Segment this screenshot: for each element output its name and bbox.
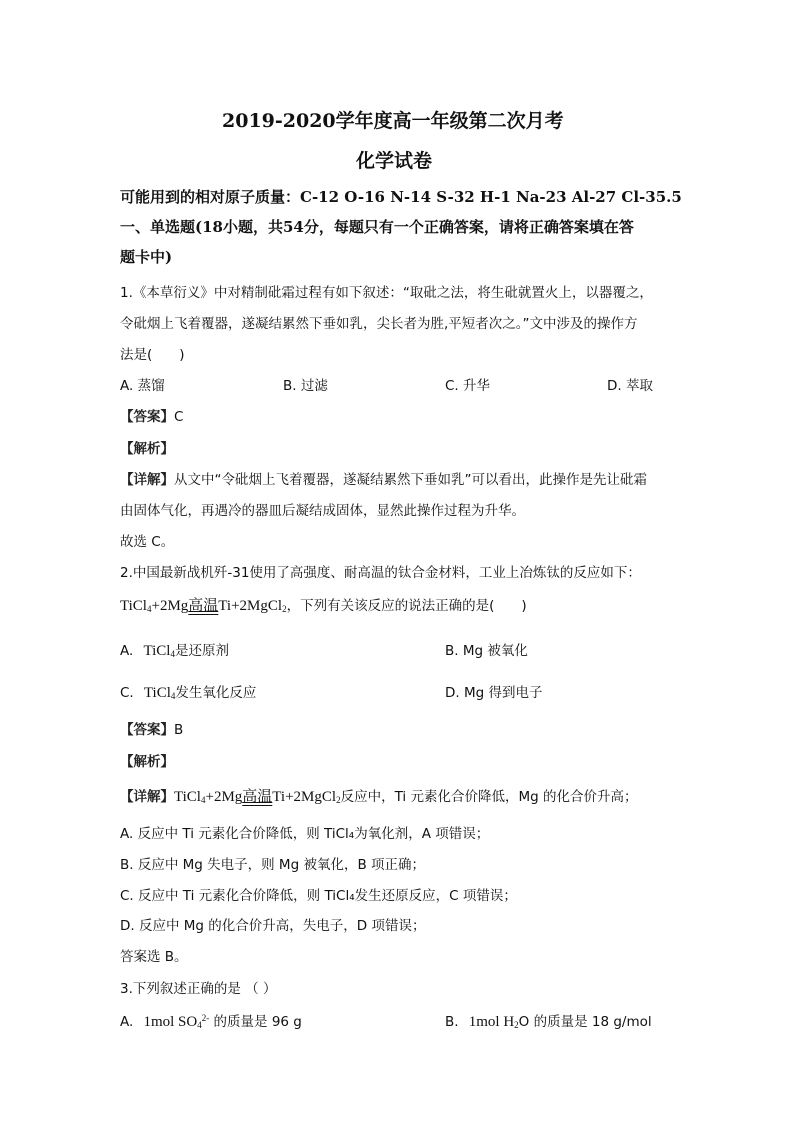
q2-conclusion: 答案选 B。	[120, 949, 188, 965]
q2-option-d: D. Mg 得到电子	[445, 685, 543, 701]
q2-point-a: A. 反应中 Ti 元素化合价降低，则 TiCl₄为氧化剂，A 项错误；	[120, 826, 490, 842]
q2-answer	[120, 718, 183, 738]
answer-value: B	[174, 722, 184, 738]
equation: TiCl$_4$+2Mg高温Ti+2MgCl$_2$	[174, 789, 341, 805]
q2-detail-line	[120, 785, 637, 806]
q2-option-a: A. TiCl$_4$是还原剂	[120, 643, 229, 659]
q1-stem-line2: 令砒烟上飞着覆器，遂凝结累然下垂如乳，尖长者为胜,平短者次之。”文中涉及的操作方	[120, 316, 638, 332]
q1-answer	[120, 405, 183, 425]
equation: TiCl$_4$+2Mg高温Ti+2MgCl$_2$	[120, 598, 287, 614]
q2-point-b: B. 反应中 Mg 失电子，则 Mg 被氧化，B 项正确；	[120, 857, 425, 873]
q1-detail-line1	[120, 468, 647, 488]
q2-option-b: B. Mg 被氧化	[445, 643, 528, 659]
q3-stem: 3.下列叙述正确的是 （ ）	[120, 981, 277, 997]
q2-point-c: C. 反应中 Ti 元素化合价降低，则 TiCl₄发生还原反应，C 项错误；	[120, 888, 517, 904]
q3-option-b: B. 1mol $H_2O$ 的质量是 18 g/mol	[445, 1014, 652, 1030]
q2-stem-line2	[120, 594, 527, 615]
detail-tag: 【详解】	[120, 789, 174, 805]
detail-text: 从文中“令砒烟上飞着覆器，遂凝结累然下垂如乳”可以看出，此操作是先让砒霜	[174, 472, 647, 488]
answer-tag: 【答案】	[120, 409, 174, 425]
q2-point-d: D. 反应中 Mg 的化合价升高，失电子，D 项错误；	[120, 918, 426, 934]
q1-stem-line3: 法是( )	[120, 347, 185, 363]
q2-option-c: C. TiCl$_4$发生氧化反应	[120, 685, 257, 701]
exam-subtitle: 化学试卷	[356, 150, 433, 172]
q1-option-b: B. 过滤	[283, 378, 328, 394]
q1-option-d: D. 萃取	[607, 378, 653, 394]
answer-value: C	[174, 409, 184, 425]
q2-analysis-tag: 【解析】	[120, 754, 174, 770]
q3-option-a: A. 1mol $SO_4^{2-}$ 的质量是 96 g	[120, 1013, 302, 1030]
q2-stem-tail: ，下列有关该反应的说法正确的是( )	[286, 598, 527, 614]
detail-tag: 【详解】	[120, 472, 174, 488]
section-heading-line2: 题卡中)	[120, 248, 173, 266]
section-heading-line1: 一、单选题(18小题，共54分，每题只有一个正确答案，请将正确答案填在答	[120, 218, 634, 236]
atomic-masses: 可能用到的相对原子质量：C-12 O-16 N-14 S-32 H-1 Na-23 Al-27 Cl-35.5	[120, 188, 682, 206]
detail-text: 反应中，Ti 元素化合价降低，Mg 的化合价升高；	[340, 789, 638, 805]
q1-stem-line1: 1.《本草衍义》中对精制砒霜过程有如下叙述：“取砒之法，将生砒就置火上，以器覆之，	[120, 285, 653, 301]
q1-option-c: C. 升华	[445, 378, 491, 394]
q1-detail-line2: 由固体气化，再遇冷的器皿后凝结成固体，显然此操作过程为升华。	[120, 503, 525, 519]
q1-option-a: A. 蒸馏	[120, 378, 165, 394]
q2-stem-line1: 2.中国最新战机歼-31使用了高强度、耐高温的钛合金材料，工业上冶炼钛的反应如下：	[120, 565, 641, 581]
answer-tag: 【答案】	[120, 722, 174, 738]
q1-analysis-tag: 【解析】	[120, 441, 174, 457]
exam-title: 2019-2020学年度高一年级第二次月考	[222, 110, 564, 132]
reaction-condition: 高温	[188, 598, 219, 614]
q1-conclusion: 故选 C。	[120, 534, 175, 550]
